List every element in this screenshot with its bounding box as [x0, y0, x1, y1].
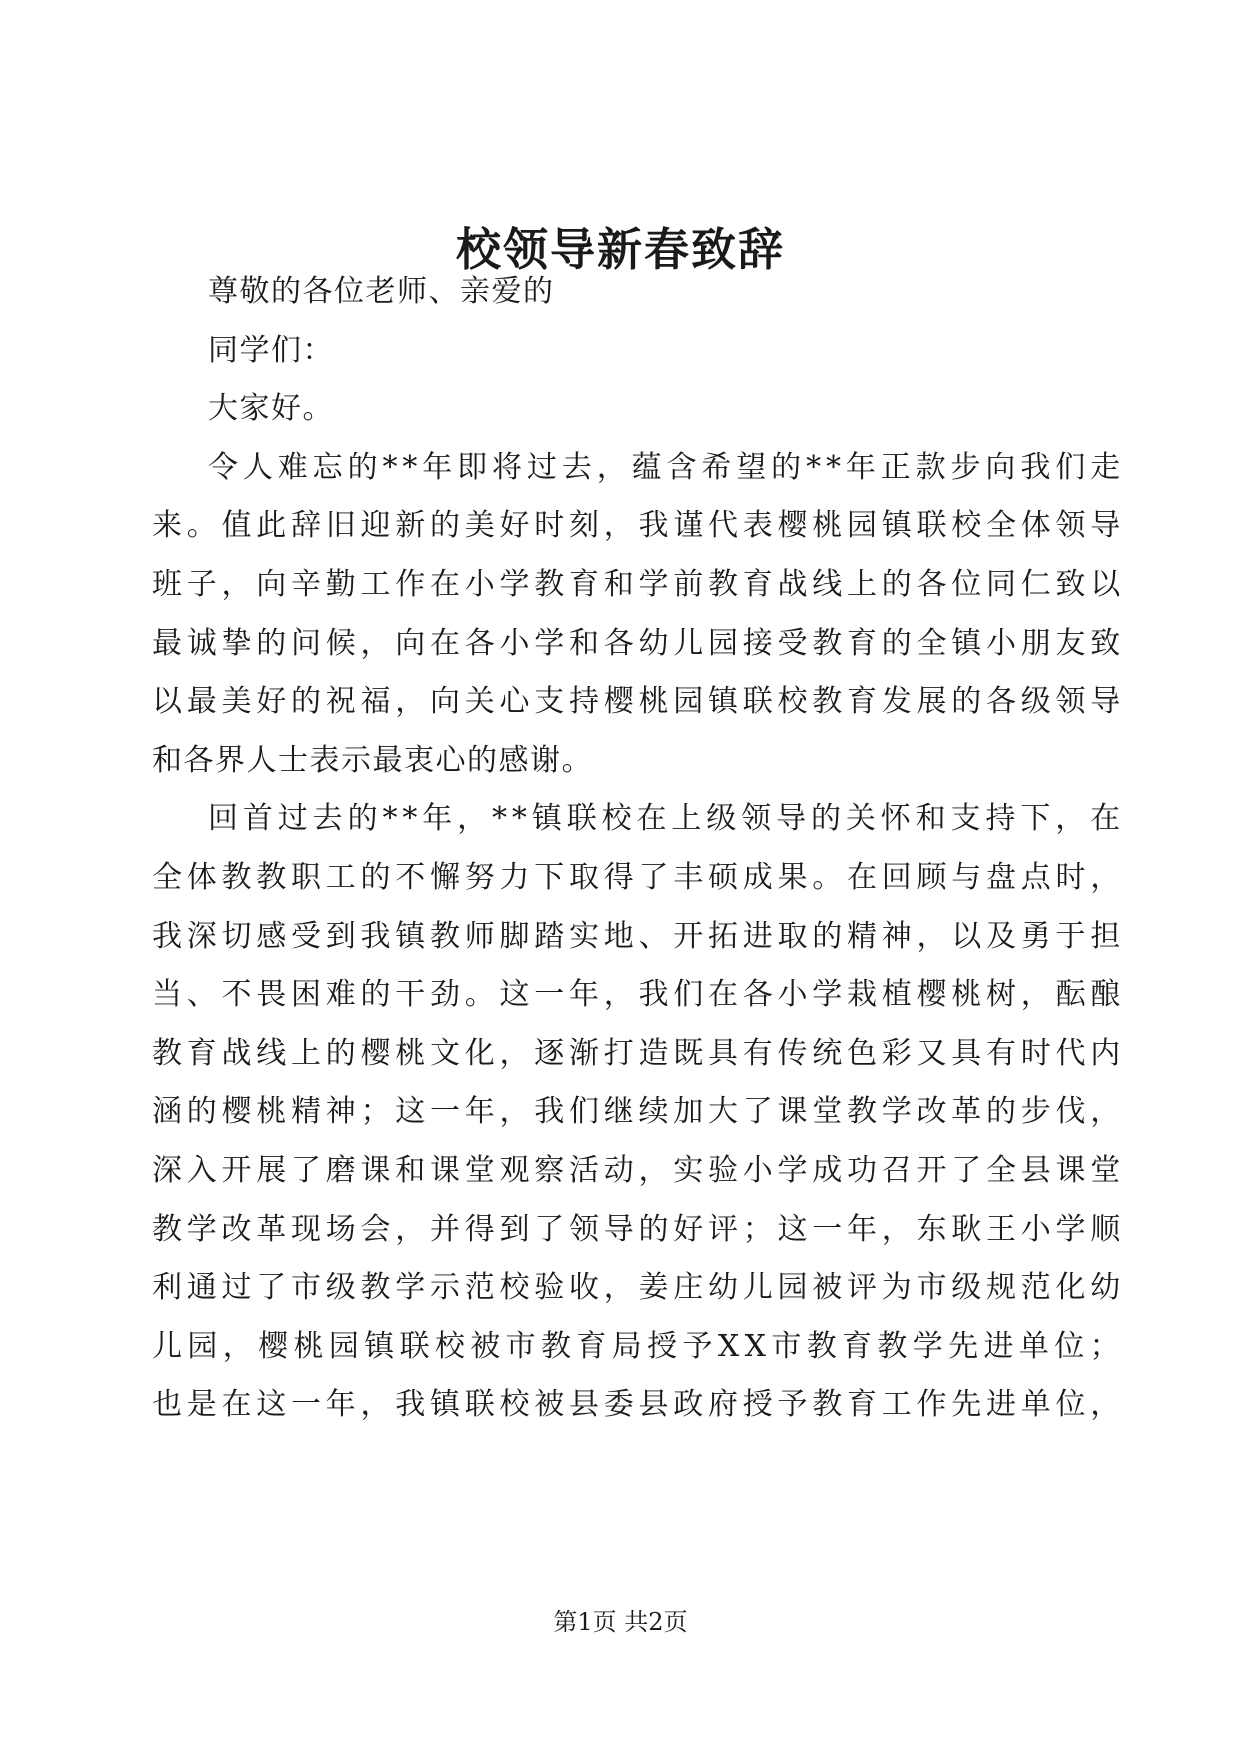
body-line: 来。值此辞旧迎新的美好时刻，我谨代表樱桃园镇联校全体领导 — [152, 508, 1125, 544]
body-line: 我深切感受到我镇教师脚踏实地、开拓进取的精神，以及勇于担 — [152, 918, 1125, 954]
body-line: 当、不畏困难的干劲。这一年，我们在各小学栽植樱桃树，酝酿 — [152, 977, 1125, 1013]
body-line: 尊敬的各位老师、亲爱的 — [208, 274, 555, 309]
body-line: 以最美好的祝福，向关心支持樱桃园镇联校教育发展的各级领导 — [152, 684, 1125, 720]
page-footer: 第1页 共2页 — [553, 1608, 688, 1636]
body-line: 教育战线上的樱桃文化，逐渐打造既具有传统色彩又具有时代内 — [152, 1035, 1125, 1071]
body-line: 涵的樱桃精神；这一年，我们继续加大了课堂教学改革的步伐， — [152, 1094, 1125, 1130]
body-line: 令人难忘的**年即将过去，蕴含希望的**年正款步向我们走 — [208, 449, 1125, 485]
body-line: 也是在这一年，我镇联校被县委县政府授予教育工作先进单位， — [152, 1387, 1125, 1423]
body-line: 教学改革现场会，并得到了领导的好评；这一年，东耿王小学顺 — [152, 1211, 1125, 1247]
body-line: 最诚挚的问候，向在各小学和各幼儿园接受教育的全镇小朋友致 — [152, 625, 1125, 661]
body-line: 儿园，樱桃园镇联校被市教育局授予XX市教育教学先进单位； — [152, 1328, 1125, 1364]
document-title: 校领导新春致辞 — [455, 223, 785, 276]
body-line: 和各界人士表示最衷心的感谢。 — [152, 742, 593, 778]
body-line: 同学们： — [208, 332, 334, 368]
body-line: 全体教教职工的不懈努力下取得了丰硕成果。在回顾与盘点时， — [152, 860, 1125, 895]
body-line: 班子，向辛勤工作在小学教育和学前教育战线上的各位同仁致以 — [152, 567, 1125, 602]
body-line: 回首过去的**年，**镇联校在上级领导的关怀和支持下，在 — [208, 801, 1125, 837]
body-line: 利通过了市级教学示范校验收，姜庄幼儿园被评为市级规范化幼 — [152, 1270, 1125, 1306]
body-line: 深入开展了磨课和课堂观察活动，实验小学成功召开了全县课堂 — [152, 1153, 1125, 1188]
body-line: 大家好。 — [208, 391, 334, 427]
